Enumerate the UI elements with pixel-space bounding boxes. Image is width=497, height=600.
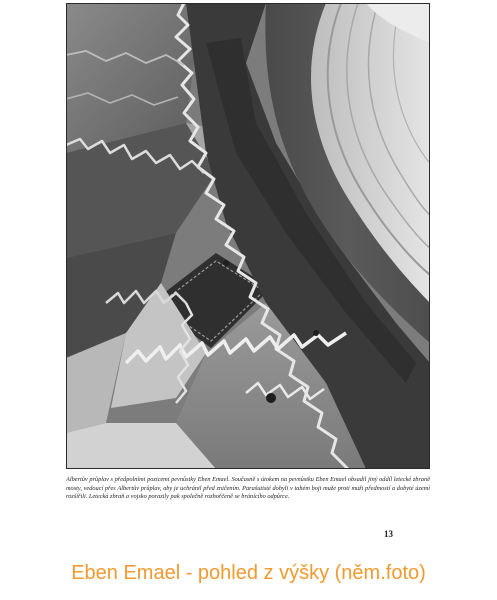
aerial-photo-illustration xyxy=(66,3,430,469)
page-number: 13 xyxy=(384,529,393,539)
aerial-photo xyxy=(66,3,430,469)
photo-caption: Albertův průplav s předpolními pozicemi pevnůstky Eben Emael. Současně s útokem na pevnůstku Eben Emael obsadil jiný oddíl letecké zbraně mosty, vedoucí přes Albertův průplav, aby je uchránil před zničením. Parašutisté dobyli v tahém boji muže proti muži předmostí a dobyté území rozšířili. Letecká zbraň a vojsko porazily pak společně rozhořčeně se bránícího odpůrce. xyxy=(66,476,430,501)
overlay-title: Eben Emael - pohled z výšky (něm.foto) xyxy=(71,562,426,584)
